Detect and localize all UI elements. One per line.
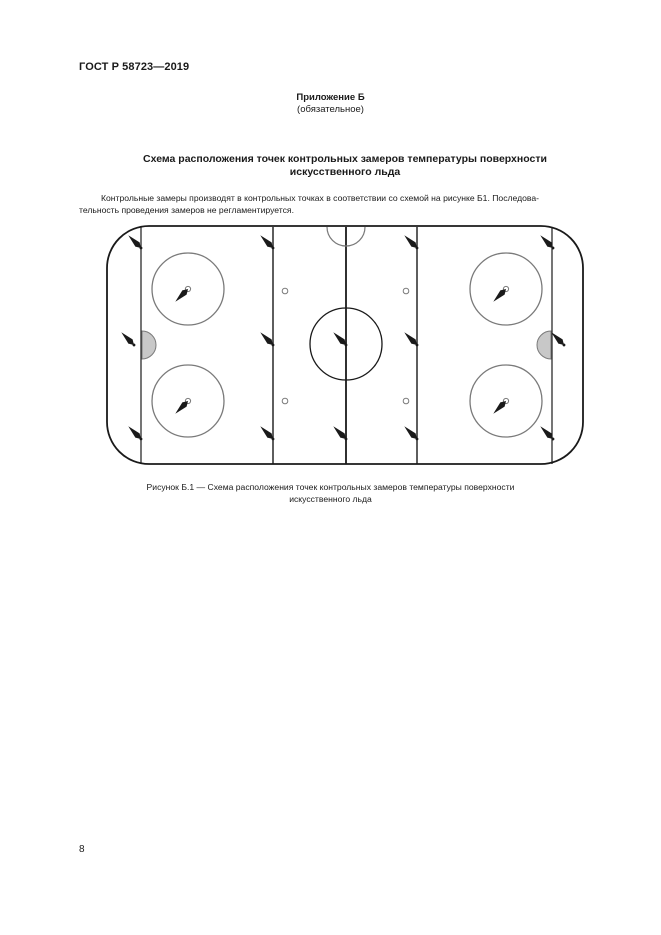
section-heading xyxy=(100,153,590,179)
figure-caption-line2: искусственного льда xyxy=(289,494,372,504)
neutral-dot-bottom-left xyxy=(282,398,288,404)
body-paragraph-line1: Контрольные замеры производят в контрольных точках в соответствии со схемой на рисунке Б1. Последова- xyxy=(101,193,539,203)
rink-figure xyxy=(105,224,587,468)
neutral-dot-top-left xyxy=(282,288,288,294)
appendix-header xyxy=(0,92,661,116)
body-paragraph-line2: тельность проведения замеров не регламентируется. xyxy=(79,205,294,215)
goal-crease-left xyxy=(142,331,156,359)
appendix-title: Приложение Б xyxy=(296,92,365,103)
rink-diagram xyxy=(105,224,587,468)
page-number: 8 xyxy=(79,844,85,855)
goal-crease-right xyxy=(537,331,551,359)
measurement-point xyxy=(491,399,508,416)
figure-caption-line1: Рисунок Б.1 — Схема расположения точек контрольных замеров температуры поверхности xyxy=(146,482,515,492)
measurement-point xyxy=(119,330,137,348)
measurement-point xyxy=(538,233,556,251)
figure-caption xyxy=(0,481,661,505)
body-paragraph xyxy=(79,192,587,216)
measurement-point xyxy=(538,424,556,442)
measurement-points xyxy=(119,233,567,442)
neutral-dot-bottom-right xyxy=(403,398,409,404)
section-heading-line2: искусственного льда xyxy=(289,166,401,178)
document-code: ГОСТ Р 58723—2019 xyxy=(79,61,190,73)
measurement-point xyxy=(173,399,190,416)
neutral-dot-top-right xyxy=(403,288,409,294)
measurement-point xyxy=(173,287,190,304)
appendix-status: (обязательное) xyxy=(297,104,364,115)
measurement-point xyxy=(491,287,508,304)
section-heading-line1: Схема расположения точек контрольных замеров температуры поверхности xyxy=(143,153,547,165)
